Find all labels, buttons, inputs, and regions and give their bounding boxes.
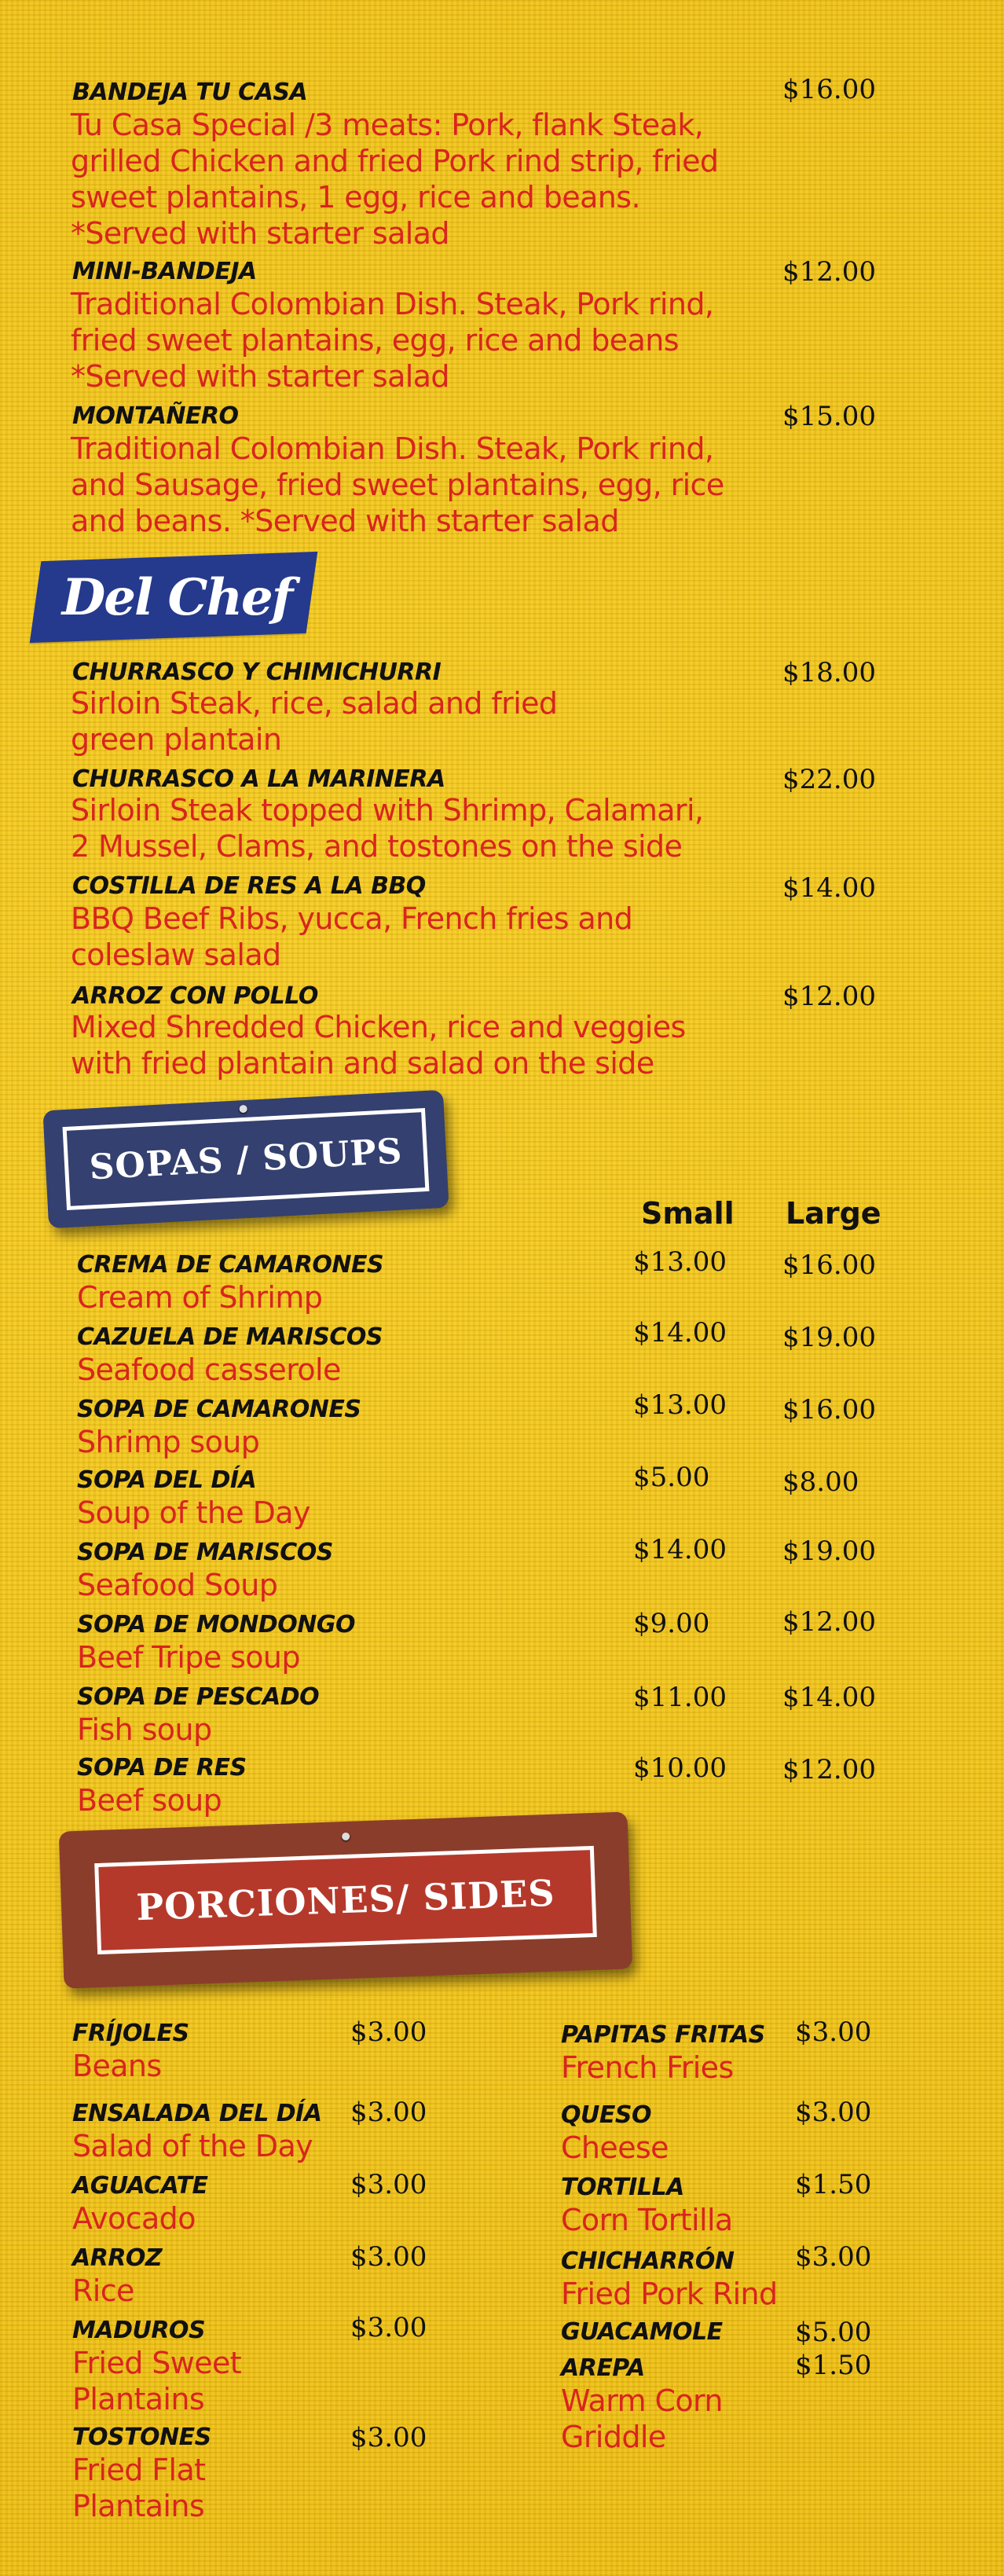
- item-name-churrasco-marinera: CHURRASCO A LA MARINERA: [72, 765, 445, 793]
- side-description: Fried Flat Plantains: [72, 2453, 206, 2523]
- soup-price-large: $16.00: [782, 1394, 876, 1426]
- side-price: $5.00: [795, 2317, 872, 2348]
- item-name-churrasco: CHURRASCO Y CHIMICHURRI: [72, 659, 442, 686]
- soup-price-large: $16.00: [782, 1249, 876, 1281]
- side-description: Salad of the Day: [72, 2129, 313, 2163]
- side-name: AREPA: [561, 2354, 645, 2382]
- side-name: CHICHARRÓN: [561, 2248, 735, 2275]
- soup-name: SOPA DE MARISCOS: [77, 1539, 333, 1566]
- item-price-mini-bandeja: $12.00: [782, 256, 876, 288]
- item-name-montanero: MONTAÑERO: [72, 402, 239, 430]
- item-price-bandeja-tu-casa: $16.00: [782, 74, 876, 105]
- soup-price-large: $12.00: [782, 1606, 876, 1638]
- soup-price-large: $19.00: [782, 1536, 876, 1567]
- soup-price-small: $11.00: [633, 1682, 727, 1713]
- side-description: Fried Sweet Plantains: [72, 2346, 242, 2416]
- item-name-bandeja-tu-casa: BANDEJA TU CASA: [72, 79, 308, 106]
- soups-col-small: Small: [641, 1196, 735, 1231]
- chef-section-title: Del Chef: [61, 568, 292, 627]
- side-description: Corn Tortilla: [561, 2203, 733, 2237]
- item-price-churrasco-marinera: $22.00: [782, 764, 876, 795]
- side-price: $3.00: [350, 2097, 427, 2128]
- soup-name: SOPA DEL DÍA: [77, 1466, 257, 1494]
- side-name: PAPITAS FRITAS: [561, 2021, 765, 2049]
- sides-section-title: PORCIONES/ SIDES: [94, 1846, 597, 1954]
- soup-description: Shrimp soup: [77, 1425, 260, 1459]
- soup-description: Soup of the Day: [77, 1495, 310, 1530]
- soup-name: CREMA DE CAMARONES: [77, 1251, 384, 1279]
- side-description: Avocado: [72, 2201, 196, 2236]
- side-price: $1.50: [795, 2350, 872, 2381]
- side-price: $3.00: [350, 2312, 427, 2343]
- side-name: TORTILLA: [561, 2174, 684, 2201]
- side-price: $3.00: [795, 2016, 872, 2048]
- soup-price-large: $8.00: [782, 1466, 859, 1498]
- nail-icon: [239, 1105, 247, 1114]
- item-price-churrasco: $18.00: [782, 657, 876, 688]
- side-price: $3.00: [350, 2422, 427, 2453]
- soup-price-large: $12.00: [782, 1754, 876, 1785]
- soup-price-large: $19.00: [782, 1322, 876, 1353]
- soup-name: SOPA DE PESCADO: [77, 1683, 320, 1711]
- side-description: Rice: [72, 2273, 134, 2308]
- side-name: QUESO: [561, 2101, 651, 2129]
- soup-name: SOPA DE RES: [77, 1754, 247, 1782]
- item-description: Traditional Colombian Dish. Steak, Pork rind, and Sausage, fried sweet plantains, egg, rice and beans. *Served with starter salad: [71, 431, 724, 538]
- side-name: FRÍJOLES: [72, 2020, 189, 2047]
- soup-price-small: $14.00: [633, 1534, 727, 1565]
- soup-name: SOPA DE MONDONGO: [77, 1611, 355, 1638]
- side-description: Cheese: [561, 2130, 669, 2165]
- side-price: $3.00: [350, 2241, 427, 2273]
- item-description: BBQ Beef Ribs, yucca, French fries and coleslaw salad: [71, 901, 633, 972]
- item-name-mini-bandeja: MINI-BANDEJA: [72, 258, 257, 285]
- soup-price-large: $14.00: [782, 1682, 876, 1713]
- nail-icon: [342, 1833, 350, 1840]
- side-description: Fried Pork Rind: [561, 2277, 778, 2311]
- side-price: $1.50: [795, 2169, 872, 2200]
- side-name: MADUROS: [72, 2317, 206, 2344]
- item-description: Tu Casa Special /3 meats: Pork, flank Steak, grilled Chicken and fried Pork rind strip, fried sweet plantains, 1 egg, rice and beans. *Served with starter salad: [71, 108, 719, 251]
- soups-section-title: SOPAS / SOUPS: [63, 1108, 430, 1210]
- side-price: $3.00: [350, 2169, 427, 2200]
- item-description: Sirloin Steak, rice, salad and fried green plantain: [71, 686, 558, 757]
- item-description: Mixed Shredded Chicken, rice and veggies with fried plantain and salad on the side: [71, 1010, 686, 1081]
- item-name-arroz-con-pollo: ARROZ CON POLLO: [72, 982, 318, 1010]
- side-description: Beans: [72, 2049, 162, 2083]
- side-name: AGUACATE: [72, 2172, 208, 2200]
- side-name: TOSTONES: [72, 2424, 211, 2451]
- side-description: Warm Corn Griddle: [561, 2383, 723, 2454]
- side-description: French Fries: [561, 2050, 734, 2085]
- item-price-montanero: $15.00: [782, 401, 876, 432]
- soup-description: Seafood Soup: [77, 1568, 278, 1602]
- item-price-costilla: $14.00: [782, 872, 876, 904]
- soup-price-small: $13.00: [633, 1246, 727, 1278]
- item-price-arroz-con-pollo: $12.00: [782, 981, 876, 1012]
- item-description: Traditional Colombian Dish. Steak, Pork rind, fried sweet plantains, egg, rice and beans *Served with starter salad: [71, 287, 714, 394]
- soup-name: CAZUELA DE MARISCOS: [77, 1323, 383, 1351]
- soup-description: Beef Tripe soup: [77, 1640, 300, 1675]
- soups-sign: [42, 1090, 449, 1228]
- soup-price-small: $10.00: [633, 1752, 727, 1784]
- soup-description: Beef soup: [77, 1783, 222, 1818]
- soup-description: Cream of Shrimp: [77, 1280, 323, 1315]
- soup-price-small: $14.00: [633, 1317, 727, 1349]
- soups-col-large: Large: [786, 1196, 881, 1231]
- item-name-costilla: COSTILLA DE RES A LA BBQ: [72, 872, 426, 900]
- soup-description: Seafood casserole: [77, 1352, 341, 1387]
- side-price: $3.00: [795, 2097, 872, 2128]
- soup-description: Fish soup: [77, 1712, 212, 1747]
- soup-name: SOPA DE CAMARONES: [77, 1396, 361, 1423]
- sides-sign: [59, 1811, 633, 1988]
- item-description: Sirloin Steak topped with Shrimp, Calamari, 2 Mussel, Clams, and tostones on the side: [71, 793, 704, 864]
- side-name: GUACAMOLE: [561, 2318, 723, 2346]
- side-price: $3.00: [795, 2241, 872, 2273]
- soup-price-small: $13.00: [633, 1389, 727, 1421]
- soup-price-small: $5.00: [633, 1462, 710, 1493]
- side-price: $3.00: [350, 2016, 427, 2048]
- side-name: ENSALADA DEL DÍA: [72, 2100, 322, 2127]
- side-name: ARROZ: [72, 2244, 163, 2272]
- soup-price-small: $9.00: [633, 1608, 710, 1639]
